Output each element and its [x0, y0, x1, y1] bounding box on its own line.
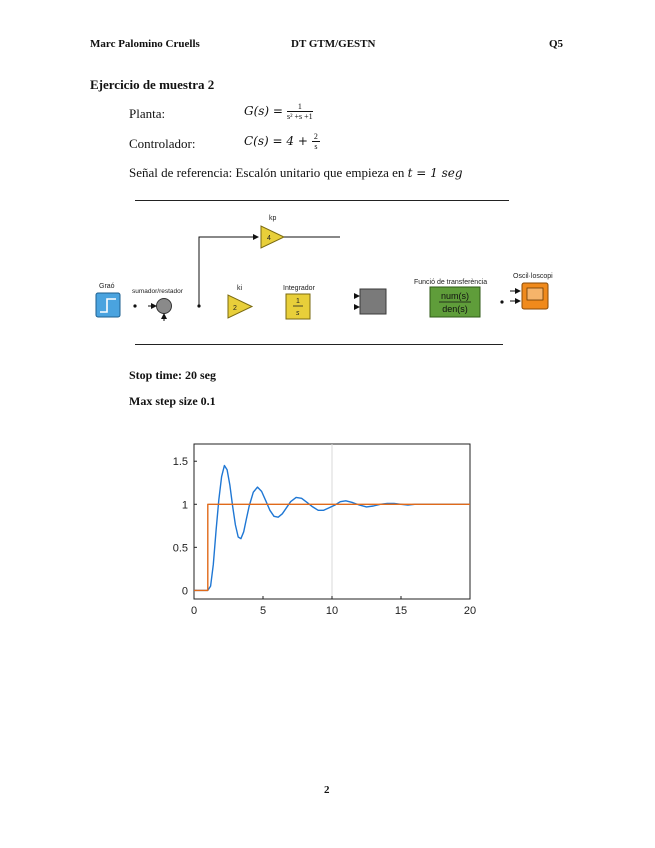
tf-label: Funció de transferència: [414, 279, 488, 286]
header-author: Marc Palomino Cruells: [90, 38, 200, 50]
bottom-rule: [135, 344, 503, 345]
header-course: DT GTM/GESTN: [291, 38, 376, 50]
controller-fraction: [312, 132, 320, 151]
integrator-label: Integrador: [283, 285, 315, 292]
kp-value: 4: [267, 235, 271, 242]
scope-block[interactable]: [522, 283, 548, 309]
controller-lhs: C(s) = 4 +: [244, 134, 308, 149]
plant-formula: [244, 102, 313, 121]
x-tick-label: 20: [463, 605, 477, 617]
reference-line: [129, 165, 463, 181]
kp-label: kp: [269, 215, 277, 222]
ki-value: 2: [233, 305, 237, 312]
x-tick-label: 5: [259, 605, 267, 617]
response-chart: [160, 432, 490, 632]
step-block[interactable]: [96, 293, 120, 317]
port-dot: [133, 304, 136, 307]
section-title: Ejercicio de muestra 2: [90, 77, 215, 92]
y-tick-label: 1.5: [172, 456, 188, 469]
x-tick-label: 15: [394, 605, 408, 617]
plant-label: Planta:: [129, 106, 166, 121]
controller-label: Controlador:: [129, 136, 196, 151]
ki-label: ki: [237, 285, 243, 292]
tf-denominator: den(s): [442, 304, 468, 314]
header-quarter: Q5: [549, 38, 564, 50]
adder-block[interactable]: [360, 289, 386, 314]
x-tick-label: 0: [190, 605, 198, 617]
reference-text: Señal de referencia: Escalón unitario que empieza en: [129, 165, 408, 180]
max-step-size: Max step size 0.1: [129, 394, 216, 408]
sum-label: sumador/restador: [132, 288, 183, 295]
reference-math: t = 1 seg: [407, 166, 463, 180]
x-tick-label: 10: [325, 605, 339, 617]
plant-denominator: s² +s +1: [286, 112, 313, 121]
ki-gain-block[interactable]: [228, 295, 252, 318]
integrator-numerator: 1: [296, 298, 300, 305]
controller-denominator: s: [314, 142, 318, 151]
controller-numerator: 2: [313, 132, 318, 141]
y-tick-label: 0: [181, 585, 188, 598]
y-tick-label: 0.5: [172, 542, 188, 555]
tf-numerator: num(s): [440, 291, 470, 301]
controller-formula: [244, 132, 320, 151]
step-label: Graó: [99, 283, 115, 290]
block-diagram: [90, 205, 570, 341]
top-rule: [135, 200, 509, 201]
sum-block[interactable]: [157, 299, 172, 314]
scope-label: Oscil·loscopi: [513, 273, 553, 280]
y-tick-label: 1: [181, 499, 188, 512]
integrator-denominator: s: [296, 310, 300, 317]
plant-fraction: [287, 102, 313, 121]
kp-gain-block[interactable]: [261, 226, 284, 248]
page-number: 2: [324, 784, 330, 796]
port-dot-2: [500, 300, 503, 303]
plant-numerator: 1: [287, 102, 313, 112]
stop-time: Stop time: 20 seg: [129, 368, 216, 382]
plant-lhs: G(s) =: [244, 104, 283, 119]
